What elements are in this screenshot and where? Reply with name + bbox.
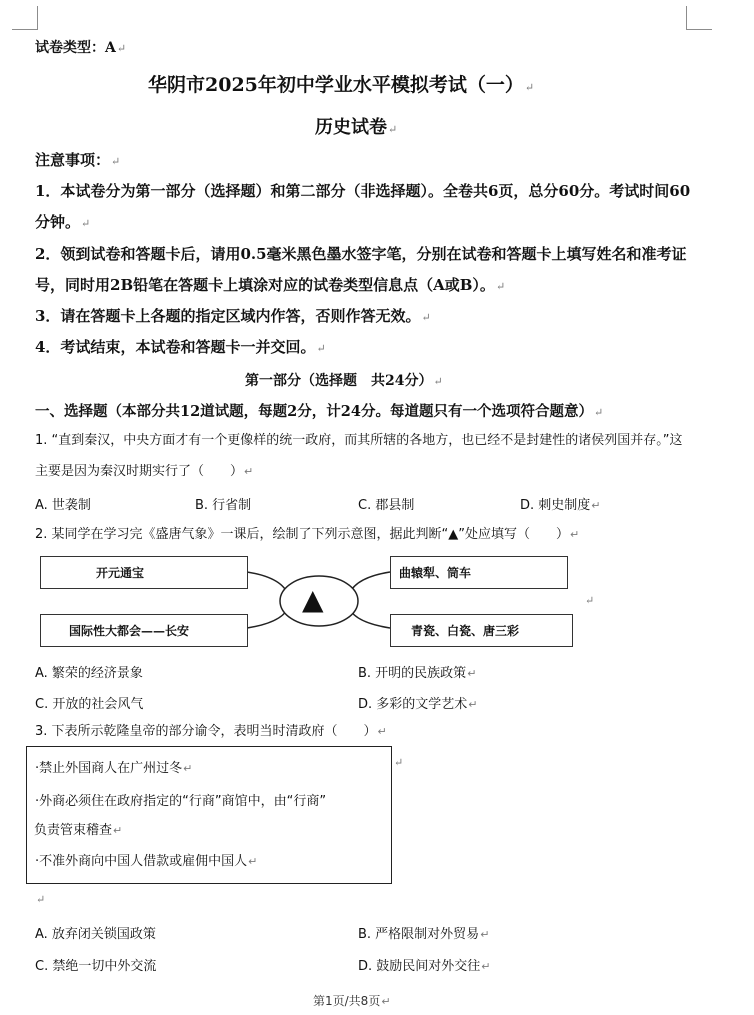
edict-line-2-cont: 负责管束稽查↵ (34, 823, 123, 838)
edict-line-1: ·禁止外国商人在广州过冬↵ (35, 761, 193, 776)
subject-title: 历史试卷↵ (315, 117, 398, 138)
q1-option-c: C. 郡县制 (358, 498, 415, 513)
question-3-stem: 3. 下表所示乾隆皇帝的部分谕令，表明当时清政府（ ）↵ (35, 724, 387, 739)
notes-heading: 注意事项：↵ (35, 151, 121, 169)
note-item-1: 1．本试卷分为第一部分（选择题）和第二部分（非选择题）。全卷共6页，总分60分。考试时间60分钟。↵ (35, 182, 691, 231)
part1-heading: 第一部分（选择题 共24分）↵ (245, 373, 443, 389)
note-item-3: 3．请在答题卡上各题的指定区域内作答，否则作答无效。↵ (35, 307, 431, 325)
note-item-4: 4．考试结束，本试卷和答题卡一并交回。↵ (35, 338, 326, 356)
diagram-box-left-top: 开元通宝 (40, 556, 248, 589)
q1-option-d: D. 刺史制度↵ (520, 498, 601, 513)
q3-option-b: B. 严格限制对外贸易↵ (358, 927, 490, 942)
q2-option-c: C. 开放的社会风气 (35, 697, 144, 712)
note-item-2: 2．领到试卷和答题卡后，请用0.5毫米黑色墨水签字笔，分别在试卷和答题卡上填写姓名和准考证号，同时用2B铅笔在答题卡上填涂对应的试卷类型信息点（A或B）。↵ (35, 245, 687, 294)
section-heading: 一、选择题（本部分共12道试题，每题2分，计24分。每道题只有一个选项符合题意）↵ (35, 403, 604, 420)
diagram-box-left-bottom: 国际性大都会——长安 (40, 614, 248, 647)
diagram-box-right-bottom: 青瓷、白瓷、唐三彩 (390, 614, 573, 647)
triangle-icon: ▲ (302, 583, 324, 616)
q2-option-b: B. 开明的民族政策↵ (358, 666, 477, 681)
exam-title: 华阴市2025年初中学业水平模拟考试（一）↵ (148, 74, 535, 96)
diagram-box-right-top: 曲辕犁、筒车 (390, 556, 568, 589)
q3-option-a: A. 放弃闭关锁国政策 (35, 927, 156, 942)
edict-line-3: ·不准外商向中国人借款或雇佣中国人↵ (35, 854, 258, 869)
page-footer: 第1页/共8页↵ (313, 994, 391, 1008)
q2-option-a: A. 繁荣的经济景象 (35, 666, 143, 681)
edict-line-2: ·外商必须住在政府指定的“行商”商馆中，由“行商” (35, 794, 327, 809)
edict-table (26, 746, 392, 884)
q3-option-c: C. 禁绝一切中外交流 (35, 959, 157, 974)
q3-option-d: D. 鼓励民间对外交往↵ (358, 959, 491, 974)
paragraph-mark: ↵ (585, 594, 595, 607)
paragraph-mark: ↵ (394, 756, 404, 769)
question-1-stem: 1. “直到秦汉，中央方面才有一个更像样的统一政府，而其所辖的各地方，也已经不是封建性的诸侯列国并存。”这主要是因为秦汉时期实行了（ ）↵ (35, 433, 683, 479)
paper-type: 试卷类型：A↵ (35, 40, 127, 56)
question-2-stem: 2. 某同学在学习完《盛唐气象》一课后，绘制了下列示意图，据此判断“▲”处应填写（ ）↵ (35, 527, 580, 542)
q1-option-a: A. 世袭制 (35, 498, 91, 513)
q2-option-d: D. 多彩的文学艺术↵ (358, 697, 478, 712)
q1-option-b: B. 行省制 (195, 498, 252, 513)
paragraph-mark: ↵ (36, 893, 46, 906)
